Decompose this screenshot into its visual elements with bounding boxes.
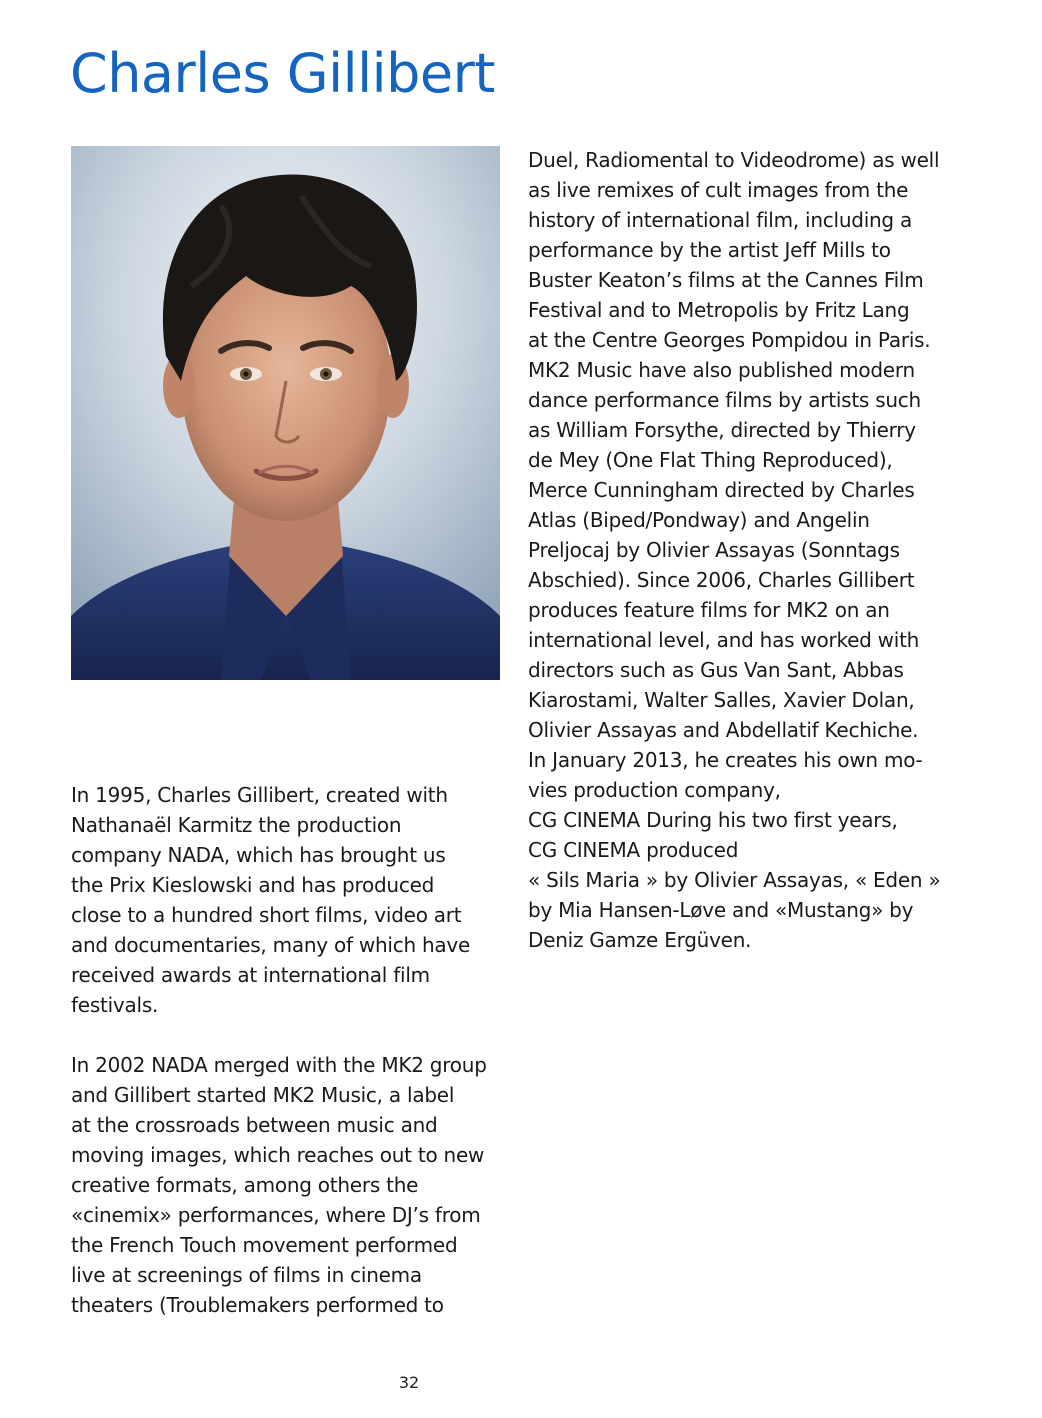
text-line: the Prix Kieslowski and has produced bbox=[71, 873, 435, 897]
page-number: 32 bbox=[398, 1373, 420, 1392]
right-column bbox=[528, 145, 968, 955]
text-line: « Sils Maria » by Olivier Assayas, « Eden » bbox=[528, 868, 941, 892]
text-line: creative formats, among others the bbox=[71, 1173, 419, 1197]
text-line: Abschied). Since 2006, Charles Gillibert bbox=[528, 568, 915, 592]
portrait-photo bbox=[71, 146, 500, 680]
text-line: MK2 Music have also published modern bbox=[528, 358, 915, 382]
text-line: performance by the artist Jeff Mills to bbox=[528, 238, 891, 262]
text-line: Festival and to Metropolis by Fritz Lang bbox=[528, 298, 910, 322]
text-line: de Mey (One Flat Thing Reproduced), bbox=[528, 448, 893, 472]
text-line: Kiarostami, Walter Salles, Xavier Dolan, bbox=[528, 688, 915, 712]
text-line: Atlas (Biped/Pondway) and Angelin bbox=[528, 508, 870, 532]
text-line: live at screenings of films in cinema bbox=[71, 1263, 422, 1287]
paragraph-1 bbox=[71, 780, 511, 1020]
text-line: In 2002 NADA merged with the MK2 group bbox=[71, 1053, 487, 1077]
left-column bbox=[71, 780, 511, 1320]
text-line: at the crossroads between music and bbox=[71, 1113, 438, 1137]
text-line: and Gillibert started MK2 Music, a label bbox=[71, 1083, 455, 1107]
text-line: CG CINEMA produced bbox=[528, 838, 739, 862]
text-line: history of international film, including a bbox=[528, 208, 912, 232]
text-line: as live remixes of cult images from the bbox=[528, 178, 909, 202]
text-line: company NADA, which has brought us bbox=[71, 843, 446, 867]
text-line: received awards at international film bbox=[71, 963, 430, 987]
text-line: Nathanaël Karmitz the production bbox=[71, 813, 402, 837]
text-line: «cinemix» performances, where DJ’s from bbox=[71, 1203, 481, 1227]
portrait-illustration bbox=[71, 146, 500, 680]
text-line: vies production company, bbox=[528, 778, 781, 802]
text-line: Duel, Radiomental to Videodrome) as well bbox=[528, 148, 940, 172]
text-line: produces feature films for MK2 on an bbox=[528, 598, 890, 622]
text-line: the French Touch movement performed bbox=[71, 1233, 458, 1257]
text-line: directors such as Gus Van Sant, Abbas bbox=[528, 658, 904, 682]
text-line: In 1995, Charles Gillibert, created with bbox=[71, 783, 448, 807]
page-title: Charles Gillibert bbox=[70, 42, 495, 105]
paragraph-gap bbox=[71, 1020, 511, 1050]
text-line: close to a hundred short films, video art bbox=[71, 903, 462, 927]
text-line: Buster Keaton’s films at the Cannes Film bbox=[528, 268, 924, 292]
text-line: festivals. bbox=[71, 993, 159, 1017]
text-line: Olivier Assayas and Abdellatif Kechiche. bbox=[528, 718, 919, 742]
text-line: dance performance films by artists such bbox=[528, 388, 921, 412]
paragraph-2 bbox=[71, 1050, 511, 1320]
text-line: at the Centre Georges Pompidou in Paris. bbox=[528, 328, 931, 352]
text-line: Deniz Gamze Ergüven. bbox=[528, 928, 752, 952]
text-line: and documentaries, many of which have bbox=[71, 933, 471, 957]
text-line: In January 2013, he creates his own mo- bbox=[528, 748, 923, 772]
text-line: Merce Cunningham directed by Charles bbox=[528, 478, 915, 502]
text-line: by Mia Hansen-Løve and «Mustang» by bbox=[528, 898, 914, 922]
text-line: Preljocaj by Olivier Assayas (Sonntags bbox=[528, 538, 900, 562]
text-line: international level, and has worked with bbox=[528, 628, 920, 652]
text-line: theaters (Troublemakers performed to bbox=[71, 1293, 444, 1317]
text-line: as William Forsythe, directed by Thierry bbox=[528, 418, 916, 442]
text-line: CG CINEMA During his two first years, bbox=[528, 808, 898, 832]
text-line: moving images, which reaches out to new bbox=[71, 1143, 485, 1167]
